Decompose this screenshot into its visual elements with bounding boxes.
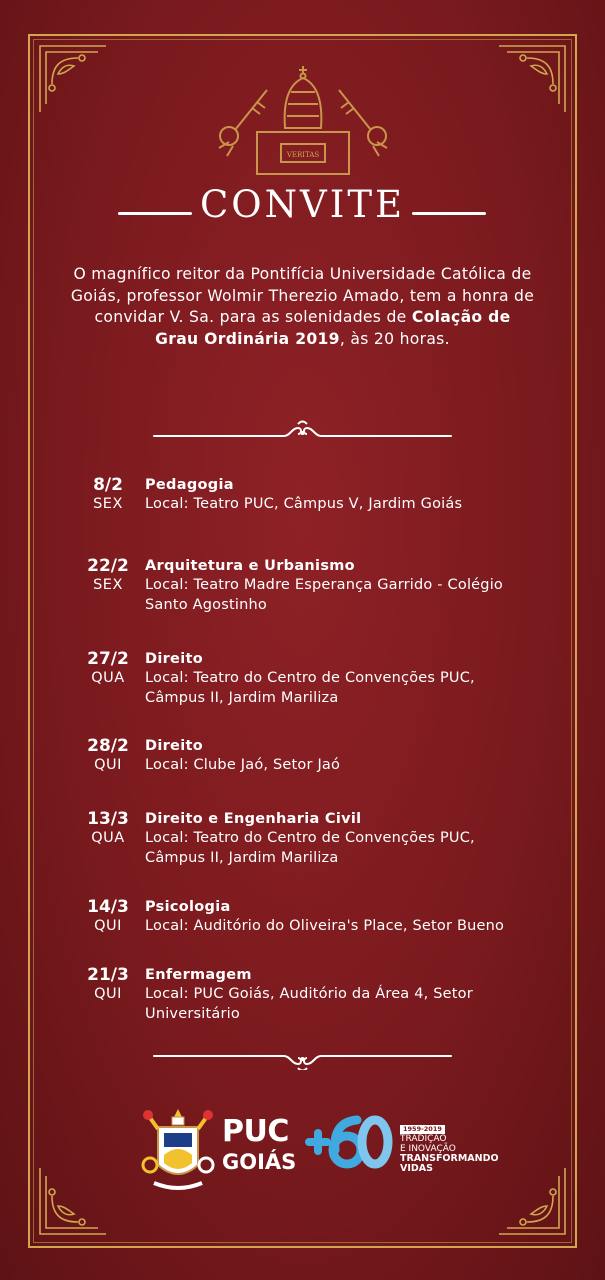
anniversary-line4: VIDAS xyxy=(400,1163,433,1174)
puc-goias-crest-logo-icon xyxy=(138,1105,218,1195)
logo-goias-text: GOIÁS xyxy=(222,1150,297,1174)
corner-ornament-icon xyxy=(38,1166,108,1236)
intro-text-bold: Colação de Grau Ordinária 2019 xyxy=(155,308,511,348)
event-date: 21/3 xyxy=(87,965,129,985)
crest-motto: VERITAS xyxy=(286,151,320,159)
plus-60-badge-icon xyxy=(305,1112,395,1174)
ornamental-divider-icon xyxy=(150,418,455,442)
event-weekday: QUA xyxy=(91,670,125,686)
event-date: 28/2 xyxy=(87,736,129,756)
event-location: Local: Auditório do Oliveira's Place, Setor Bueno xyxy=(145,918,505,934)
event-weekday: QUI xyxy=(94,986,122,1002)
corner-ornament-icon xyxy=(497,1166,567,1236)
anniversary-line2: E INOVAÇÃO xyxy=(400,1144,456,1154)
event-course: Direito e Engenharia Civil xyxy=(145,811,362,827)
event-location: Local: Teatro PUC, Câmpus V, Jardim Goiás xyxy=(145,496,463,512)
event-course: Direito xyxy=(145,651,203,667)
intro-text-part2: , às 20 horas. xyxy=(339,329,450,348)
invitation-text xyxy=(70,264,535,350)
event-course: Direito xyxy=(145,738,203,754)
event-course: Arquitetura e Urbanismo xyxy=(145,558,355,574)
anniversary-years: 1959-2019 xyxy=(400,1125,445,1134)
event-location: Local: Teatro Madre Esperança Garrido - Colégio Santo Agostinho xyxy=(145,577,503,613)
event-location: Local: Teatro do Centro de Convenções PUC, Câmpus II, Jardim Mariliza xyxy=(145,830,475,866)
event-date: 8/2 xyxy=(93,475,123,495)
event-weekday: QUI xyxy=(94,757,122,773)
papal-crest-icon xyxy=(205,60,401,175)
anniversary-line3: TRANSFORMANDO xyxy=(400,1153,499,1164)
event-date: 14/3 xyxy=(87,897,129,917)
event-date: 13/3 xyxy=(87,809,129,829)
event-location: Local: PUC Goiás, Auditório da Área 4, Setor Universitário xyxy=(145,986,473,1022)
event-date: 22/2 xyxy=(87,556,129,576)
event-course: Pedagogia xyxy=(145,477,234,493)
title-right-line xyxy=(412,212,486,215)
event-weekday: QUI xyxy=(94,918,122,934)
event-weekday: SEX xyxy=(93,577,123,593)
event-location: Local: Clube Jaó, Setor Jaó xyxy=(145,757,341,773)
event-weekday: SEX xyxy=(93,496,123,512)
event-location: Local: Teatro do Centro de Convenções PUC, Câmpus II, Jardim Mariliza xyxy=(145,670,475,706)
event-course: Psicologia xyxy=(145,899,231,915)
event-course: Enfermagem xyxy=(145,967,252,983)
logo-puc-text: PUC xyxy=(222,1114,289,1149)
title-block xyxy=(0,182,605,230)
corner-ornament-icon xyxy=(38,44,108,114)
event-weekday: QUA xyxy=(91,830,125,846)
page-title: CONVITE xyxy=(199,183,406,226)
ornamental-divider-icon xyxy=(150,1046,455,1070)
corner-ornament-icon xyxy=(497,44,567,114)
anniversary-line1: TRADIÇÃO xyxy=(400,1134,447,1144)
intro-text-part1: O magnífico reitor da Pontifícia Universidade Católica de Goiás, professor Wolmir Therezio Amado, tem a honra de convidar V. Sa. para as solenidades de xyxy=(70,265,535,326)
anniversary-tagline xyxy=(400,1124,499,1174)
event-date: 27/2 xyxy=(87,649,129,669)
